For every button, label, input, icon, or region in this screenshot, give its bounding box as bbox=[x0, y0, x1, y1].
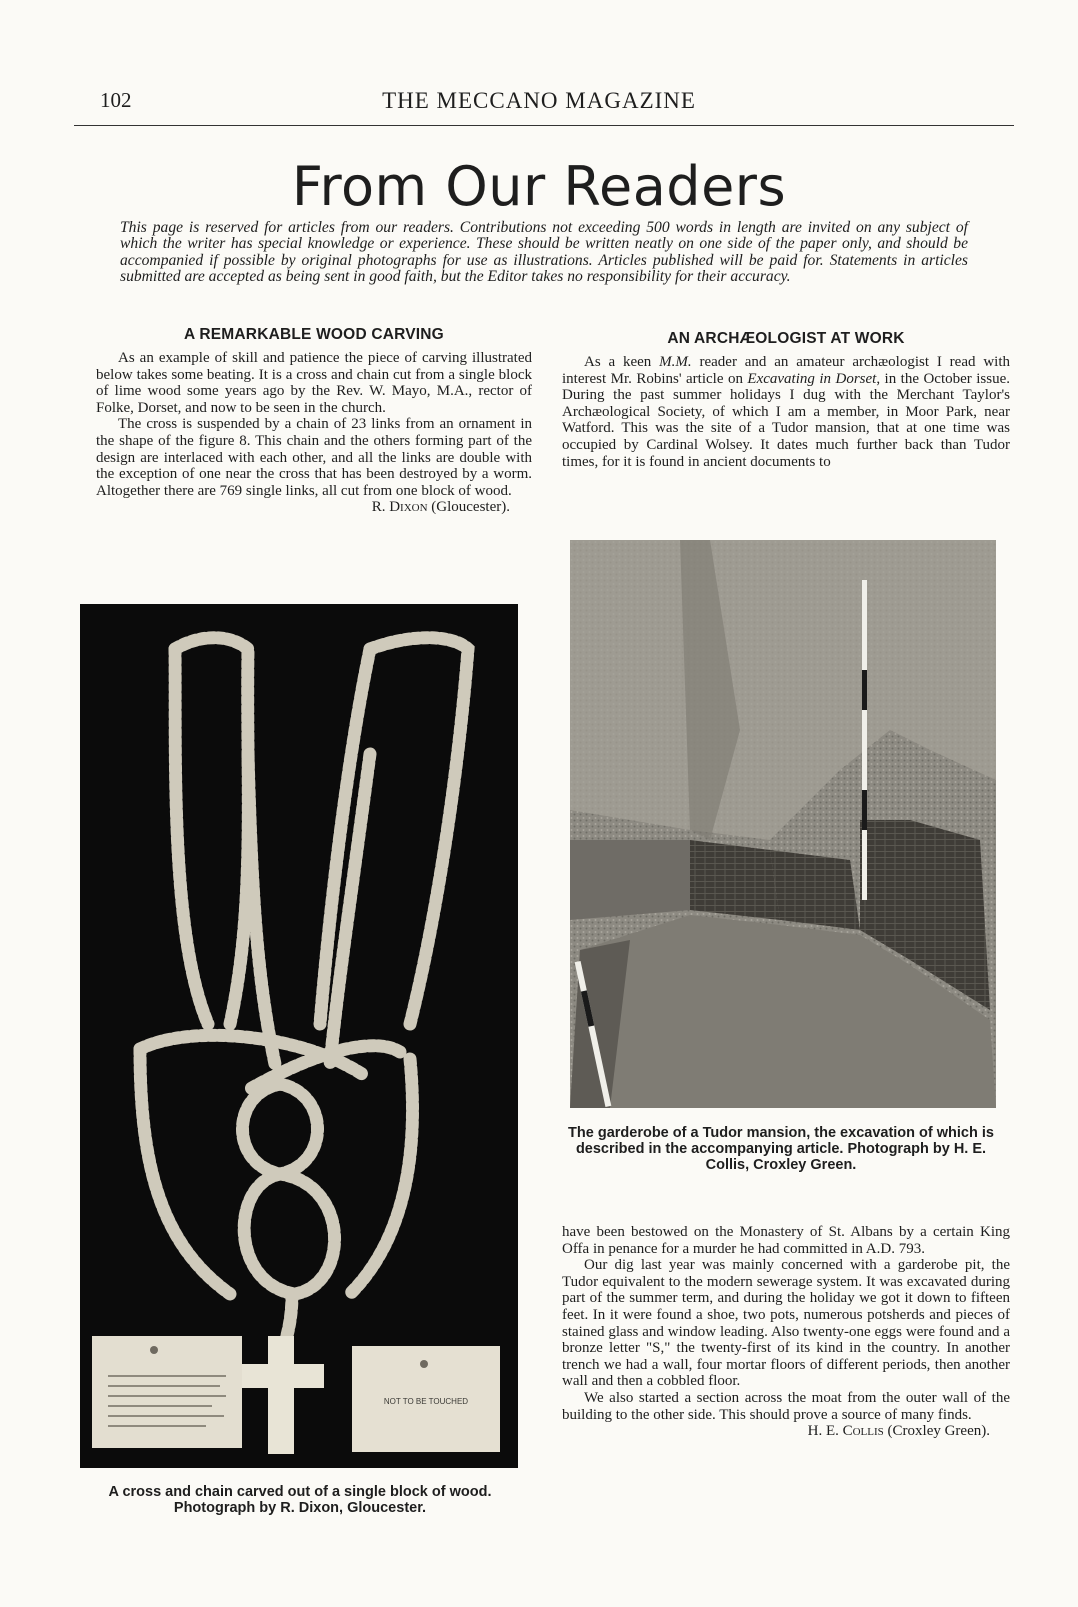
text-run: reader and an amateur archæologist I read with interest Mr. Robins' article on bbox=[562, 354, 1010, 387]
magazine-title: THE MECCANO MAGAZINE bbox=[382, 88, 696, 113]
author-signature bbox=[96, 499, 532, 516]
article-paragraph: Our dig last year was mainly concerned with a garderobe pit, the Tudor equivalent to the modern sewerage system. It was excavated during part of the summer term, and during the holiday we got it down to fifteen feet. In it were found a shoe, two pots, numerous potsherds and pieces of stained glass and window leading. Also twenty-one eggs were found and a bronze letter "S," the twenty-first of its kind in the country. In another trench we had a wall, four mortar floors of different periods, then another wall and then a cobbled floor. bbox=[562, 1257, 1010, 1390]
author-place: (Gloucester). bbox=[431, 499, 510, 516]
header-rule bbox=[74, 125, 1014, 126]
article-wood-carving bbox=[96, 326, 532, 516]
article-body bbox=[562, 1224, 1010, 1423]
article-reference: Excavating in Dorset bbox=[747, 370, 877, 387]
article-body bbox=[96, 350, 532, 499]
author-place: (Croxley Green). bbox=[887, 1423, 990, 1440]
author-name: R. Dixon bbox=[371, 499, 428, 516]
page-title: From Our Readers bbox=[291, 155, 787, 218]
article-paragraph: have been bestowed on the Monastery of St. Albans by a certain King Offa in penance for a murder he had committed in A.D. 793. bbox=[562, 1224, 1010, 1257]
article-heading: AN ARCHÆOLOGIST AT WORK bbox=[667, 330, 905, 347]
article-paragraph bbox=[562, 354, 1010, 470]
text-run: As a keen bbox=[584, 354, 660, 370]
garderobe-image bbox=[570, 540, 996, 1108]
article-body bbox=[562, 354, 1010, 470]
intro-text: This page is reserved for articles from our readers. Contributions not exceeding 500 words in length are invited on any subject of which the writer has special knowledge or experience. These should be written neatly on one side of the paper only, and should be accompanied if possible by original photographs for use as illustrations. Articles published will be paid for. Statements in articles submitted are accepted as being sent in good faith, but the Editor takes no responsibility for their accuracy. bbox=[120, 219, 968, 286]
carving-photo bbox=[80, 604, 518, 1468]
article-paragraph: We also started a section across the moat from the outer wall of the building to the other side. This should prove a source of many finds. bbox=[562, 1389, 1010, 1423]
article-archaeologist-continued bbox=[562, 1224, 1010, 1440]
cross-and-chain-image bbox=[80, 604, 518, 1468]
author-name: H. E. Collis bbox=[807, 1423, 884, 1440]
text-run: , in the October issue. During the past summer holidays I dug with the Merchant Taylor's Archæological Society, of which I am a member, in Moor Park, near Watford. This was the site of a Tudor mansion, that at one time was occupied by Cardinal Wolsey. It dates much further back than Tudor times, for it is found in ancient documents to bbox=[562, 370, 1010, 470]
caption-line: A cross and chain carved out of a single block of wood. bbox=[108, 1484, 492, 1500]
excavation-caption: The garderobe of a Tudor mansion, the excavation of which is described in the accompanying article. Photograph by H. E. Collis, Croxley Green. bbox=[568, 1125, 994, 1173]
caption-line: Photograph by R. Dixon, Gloucester. bbox=[173, 1500, 427, 1516]
magazine-abbrev: M.M. bbox=[659, 354, 692, 370]
left-notice-card bbox=[92, 1336, 242, 1448]
article-archaeologist bbox=[562, 330, 1010, 470]
notice-text: NOT TO BE TOUCHED bbox=[383, 1397, 469, 1406]
author-signature bbox=[562, 1423, 1010, 1440]
page-number: 102 bbox=[100, 88, 132, 112]
carving-caption bbox=[62, 1484, 538, 1516]
excavation-photo bbox=[570, 540, 996, 1108]
article-paragraph: The cross is suspended by a chain of 23 links from an ornament in the shape of the figure 8. This chain and the others forming part of the design are interlaced with each other, and all the links are double with the exception of one near the cross that has been destroyed by a worm. Altogether there are 769 single links, all cut from one block of wood. bbox=[96, 416, 532, 499]
intro-note bbox=[120, 220, 968, 286]
article-paragraph: As an example of skill and patience the piece of carving illustrated below takes some beating. It is a cross and chain cut from a single block of lime wood some years ago by the Rev. W. Mayo, M.A., rector of Folke, Dorset, and now to be seen in the church. bbox=[96, 350, 532, 416]
article-heading: A REMARKABLE WOOD CARVING bbox=[184, 326, 444, 343]
